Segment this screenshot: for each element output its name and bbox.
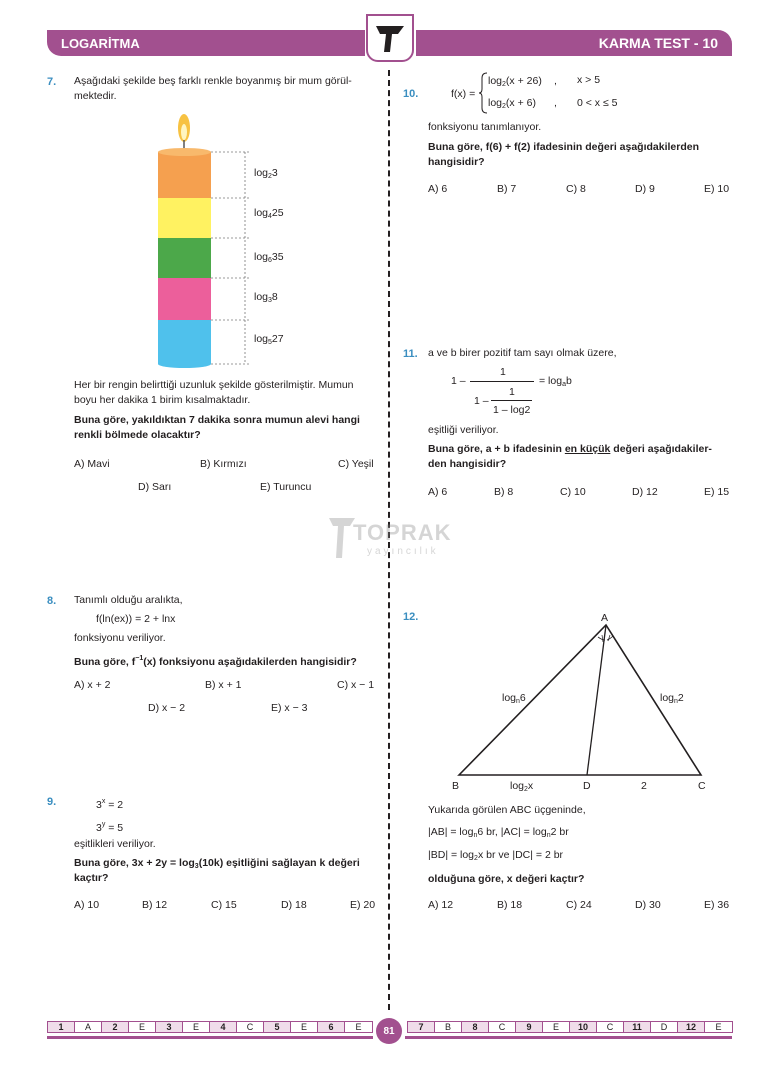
q12-option-e[interactable]: E) 36 [704, 899, 730, 911]
q10-option-d[interactable]: D) 9 [635, 183, 655, 195]
q10-case-2: $\log_2(x + 6)$ [488, 97, 536, 110]
q9-ask-1: Buna göre, $3x + 2y = \log_3(10k)$ eşitliğini sağlayan k değeri [74, 857, 360, 870]
q11-text-1: a ve b birer pozitif tam sayı olmak üzere, [428, 347, 617, 359]
publisher-logo [366, 14, 414, 62]
footer-bar-right [405, 1036, 732, 1039]
q8-option-e[interactable]: E) x − 3 [271, 702, 308, 714]
q12-label-b: B [452, 780, 460, 792]
q7-body-1: Her bir rengin belirttiği uzunluk şekilde gösterilmiştir. Mumun [74, 379, 354, 391]
answer-key-right [407, 1021, 733, 1033]
q9-eq-1: $3^x = 2$ [96, 798, 124, 811]
q9-option-c[interactable]: C) 15 [211, 899, 237, 911]
header-test-title: KARMA TEST - 10 [416, 30, 732, 56]
q10-case-1-cond: x > 5 [577, 74, 601, 86]
answer-key-ans: A [75, 1022, 102, 1032]
q12-bd-length: $\log_2x$ [510, 780, 534, 793]
page-number: 81 [376, 1018, 402, 1044]
q11-option-c[interactable]: C) 10 [560, 486, 586, 498]
q8-ask: Buna göre, $f^{-1}(x)$ fonksiyonu aşağıdakilerden hangisidir? [74, 655, 357, 668]
q10-case-2-sep: , [554, 97, 557, 109]
q9-option-d[interactable]: D) 18 [281, 899, 307, 911]
q12-text-2: $|AB| = \log_n6$ br, $|AC| = \log_n2$ br [428, 826, 569, 839]
answer-key-num: 9 [516, 1022, 543, 1032]
q12-option-d[interactable]: D) 30 [635, 899, 661, 911]
watermark-text: TOPRAK [353, 520, 452, 545]
q7-option-c[interactable]: C) Yeşil [338, 458, 374, 470]
candle-figure [150, 108, 310, 373]
answer-key-num: 12 [678, 1022, 705, 1032]
q7-text-1: Aşağıdaki şekilde beş farklı renkle boyanmış bir mum görül- [74, 75, 352, 87]
q10-brace [478, 72, 488, 114]
q7-option-a[interactable]: A) Mavi [74, 458, 110, 470]
q12-ab-length: $\log_n6$ [502, 692, 526, 705]
answer-key-left [47, 1021, 373, 1033]
q10-case-2-cond: 0 < x ≤ 5 [577, 97, 618, 109]
q7-option-d[interactable]: D) Sarı [138, 481, 172, 493]
q11-one: 1 – [451, 375, 466, 387]
header-topic: LOGARİTMA [47, 30, 365, 56]
answer-key-num: 2 [102, 1022, 129, 1032]
answer-key-ans: E [183, 1022, 210, 1032]
q10-option-a[interactable]: A) 6 [428, 183, 448, 195]
answer-key-ans: D [651, 1022, 678, 1032]
watermark-sub: yayıncılık [367, 546, 439, 557]
q8-option-b[interactable]: B) x + 1 [205, 679, 242, 691]
q7-ask-2: renkli bölmede olacaktır? [74, 429, 201, 441]
answer-key-num: 6 [318, 1022, 345, 1032]
q11-number: 11. [403, 348, 418, 360]
answer-key-ans: C [237, 1022, 264, 1032]
q10-option-b[interactable]: B) 7 [497, 183, 517, 195]
q10-text: fonksiyonu tanımlanıyor. [428, 121, 542, 133]
q9-option-a[interactable]: A) 10 [74, 899, 100, 911]
q11-inner-one: 1 – [474, 395, 489, 407]
q10-option-c[interactable]: C) 8 [566, 183, 586, 195]
q12-option-a[interactable]: A) 12 [428, 899, 454, 911]
q7-segment-1: $\log_23$ [254, 167, 278, 180]
q11-den-2: 1 – log2 [493, 404, 531, 416]
answer-key-ans: E [355, 1022, 362, 1032]
q9-text: eşitlikleri veriliyor. [74, 838, 156, 850]
q7-number: 7. [47, 76, 57, 88]
q10-case-1: $\log_2(x + 26)$ [488, 75, 542, 88]
q12-ask: olduğuna göre, x değeri kaçtır? [428, 873, 585, 885]
q7-segment-4: $\log_38$ [254, 291, 278, 304]
q10-ask-2: hangisidir? [428, 156, 485, 168]
q8-option-a[interactable]: A) x + 2 [74, 679, 111, 691]
q12-option-b[interactable]: B) 18 [497, 899, 523, 911]
q11-ask-2: den hangisidir? [428, 458, 507, 470]
watermark-logo [325, 510, 465, 570]
answer-key-ans: E [543, 1022, 570, 1032]
q7-segment-3: $\log_635$ [254, 251, 284, 264]
q9-eq-2: $3^y = 5$ [96, 821, 124, 834]
q12-text-1: Yukarıda görülen ABC üçgeninde, [428, 804, 586, 816]
q11-num-1: 1 [500, 366, 506, 378]
q11-frac-line-1 [470, 381, 534, 382]
answer-key-ans: E [129, 1022, 156, 1032]
answer-key-num: 3 [156, 1022, 183, 1032]
q12-label-c: C [698, 780, 706, 792]
q12-dc-length: 2 [641, 780, 647, 792]
q8-number: 8. [47, 595, 57, 607]
answer-key-ans: E [715, 1022, 722, 1032]
q10-number: 10. [403, 88, 419, 100]
q12-label-d: D [583, 780, 591, 792]
q7-option-e[interactable]: E) Turuncu [260, 481, 312, 493]
q10-fx: f(x) = [451, 88, 476, 100]
answer-key-ans: E [291, 1022, 318, 1032]
q11-rhs: = $\log_ab$ [539, 375, 572, 388]
q9-option-b[interactable]: B) 12 [142, 899, 168, 911]
answer-key-ans: B [435, 1022, 462, 1032]
q8-text-2: fonksiyonu veriliyor. [74, 632, 166, 644]
q12-ac-length: $\log_n2$ [660, 692, 684, 705]
answer-key-num: 1 [48, 1022, 75, 1032]
q8-option-c[interactable]: C) x − 1 [337, 679, 375, 691]
q10-case-1-sep: , [554, 75, 557, 87]
q11-option-e[interactable]: E) 15 [704, 486, 730, 498]
q9-ask-2: kaçtır? [74, 872, 109, 884]
q12-triangle-figure [440, 610, 730, 800]
q8-text-1: Tanımlı olduğu aralıkta, [74, 594, 183, 606]
q11-num-2: 1 [509, 386, 515, 398]
footer-bar-left [47, 1036, 373, 1039]
q8-formula: f(ln(ex)) = 2 + lnx [96, 613, 176, 625]
q11-option-a[interactable]: A) 6 [428, 486, 448, 498]
q12-label-a: A [601, 612, 609, 624]
answer-key-num: 10 [570, 1022, 597, 1032]
q11-frac-line-2 [491, 400, 532, 401]
q12-option-c[interactable]: C) 24 [566, 899, 592, 911]
answer-key-num: 5 [264, 1022, 291, 1032]
answer-key-num: 4 [210, 1022, 237, 1032]
q8-option-d[interactable]: D) x − 2 [148, 702, 186, 714]
q7-body-2: boyu her dakika 1 birim kısalmaktadır. [74, 394, 251, 406]
q11-option-b[interactable]: B) 8 [494, 486, 514, 498]
q12-text-3: $|BD| = \log_2x$ br ve |DC| = 2 br [428, 849, 564, 862]
q7-option-b[interactable]: B) Kırmızı [200, 458, 247, 470]
q11-text-2: eşitliği veriliyor. [428, 424, 499, 436]
q9-option-e[interactable]: E) 20 [350, 899, 376, 911]
q7-segment-2: $\log_425$ [254, 207, 284, 220]
q10-option-e[interactable]: E) 10 [704, 183, 730, 195]
answer-key-ans: C [597, 1022, 624, 1032]
answer-key-ans: C [489, 1022, 516, 1032]
q10-ask-1: Buna göre, f(6) + f(2) ifadesinin değeri aşağıdakilerden [428, 141, 700, 153]
answer-key-num: 8 [462, 1022, 489, 1032]
q7-segment-5: $\log_527$ [254, 333, 284, 346]
answer-key-num: 11 [624, 1022, 651, 1032]
q11-ask-1: Buna göre, a + b ifadesinin en küçük değeri aşağıdakiler- [428, 443, 712, 455]
q7-ask-1: Buna göre, yakıldıktan 7 dakika sonra mumun alevi hangi [74, 414, 360, 426]
q7-text-2: mektedir. [74, 90, 117, 102]
q12-number: 12. [403, 611, 419, 623]
q11-option-d[interactable]: D) 12 [632, 486, 658, 498]
answer-key-num: 7 [408, 1022, 435, 1032]
q9-number: 9. [47, 796, 57, 808]
